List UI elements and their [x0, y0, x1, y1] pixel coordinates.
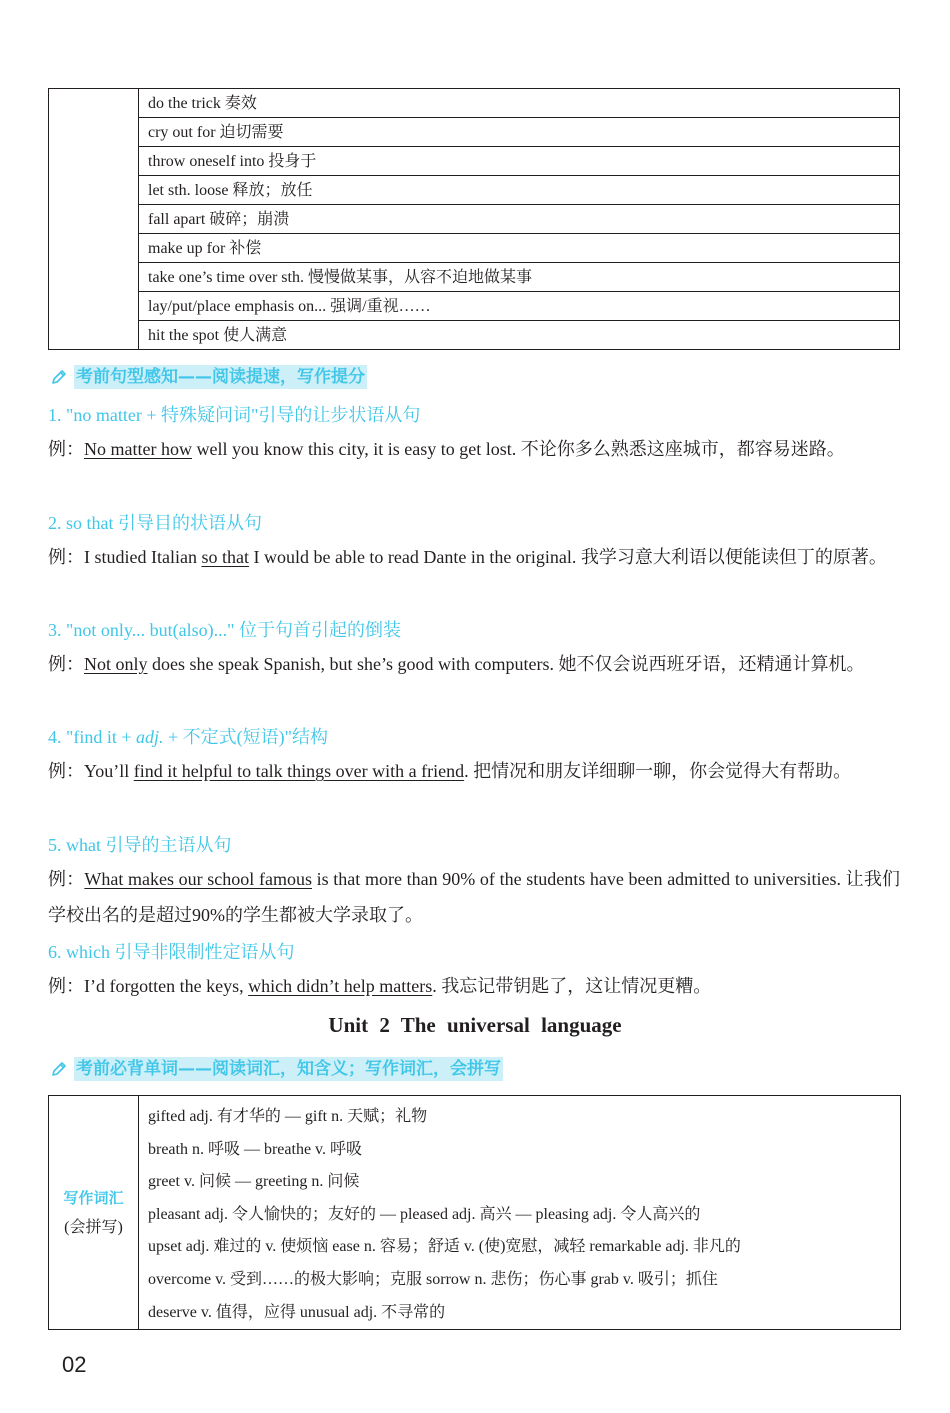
vocab-section-heading [50, 1057, 503, 1081]
example-prefix: 例： [48, 976, 84, 996]
example-text: is that more than 90% of the students have been admitted to universities. 让我们学校出名的是超过90%的学生都被大学录取了。 [48, 869, 900, 925]
pattern-title: 2. so that 引导目的状语从句 [48, 513, 262, 533]
example-prefix: 例： [48, 439, 84, 459]
vocab-label-cell [49, 1096, 139, 1329]
pattern-title: 1. "no matter + 特殊疑问词"引导的让步状语从句 [48, 405, 421, 425]
vocab-line: deserve v. 值得，应得 unusual adj. 不寻常的 [148, 1303, 446, 1321]
phrase-rows [139, 89, 899, 349]
pattern-example [48, 539, 900, 575]
phrase-row: let sth. loose 释放；放任 [139, 176, 899, 205]
pattern-title-part: 4. "find it + [48, 727, 136, 747]
vocab-line: pleasant adj. 令人愉快的；友好的 — pleased adj. 高兴 — pleasing adj. 令人高兴的 [148, 1205, 701, 1223]
pencil-icon [50, 1060, 68, 1078]
vocab-lines [139, 1096, 900, 1329]
pattern-example [48, 968, 900, 1004]
example-text-before: You’ll [84, 761, 134, 781]
example-prefix: 例： [48, 654, 84, 674]
pencil-icon [50, 368, 68, 386]
example-highlight: which didn’t help matters [248, 976, 433, 996]
vocab-section-title: 考前必背单词——阅读词汇，知含义；写作词汇，会拼写 [76, 1059, 501, 1079]
example-prefix: 例： [48, 547, 84, 567]
pattern-title-part: + 不定式(短语)"结构 [163, 727, 329, 747]
pattern-example [48, 431, 900, 467]
example-text: . 把情况和朋友详细聊一聊，你会觉得大有帮助。 [464, 761, 852, 781]
page-number: 02 [62, 1352, 87, 1377]
pattern-title: 6. which 引导非限制性定语从句 [48, 942, 295, 962]
phrase-row: lay/put/place emphasis on... 强调/重视…… [139, 292, 899, 321]
example-highlight: so that [201, 547, 249, 567]
phrase-row: make up for 补偿 [139, 234, 899, 263]
vocab-label-main: 写作词汇 [63, 1188, 124, 1207]
example-prefix: 例： [48, 869, 85, 889]
example-highlight: No matter how [84, 439, 192, 459]
phrase-row: do the trick 奏效 [139, 89, 899, 118]
example-text: . 我忘记带钥匙了，这让情况更糟。 [432, 976, 712, 996]
pattern-title: 3. "not only... but(also)..." 位于句首引起的倒装 [48, 620, 402, 640]
vocab-label-sub: (会拼写) [64, 1218, 123, 1236]
patterns-section-title: 考前句型感知——阅读提速，写作提分 [76, 367, 365, 387]
example-text: does she speak Spanish, but she’s good with computers. 她不仅会说西班牙语，还精通计算机。 [147, 654, 865, 674]
phrase-table-label-cell [49, 89, 139, 349]
vocab-line: gifted adj. 有才华的 — gift n. 天赋；礼物 [148, 1108, 428, 1125]
phrase-row: throw oneself into 投身于 [139, 147, 899, 176]
example-highlight: What makes our school famous [84, 869, 312, 889]
phrase-row: cry out for 迫切需要 [139, 118, 899, 147]
example-highlight: find it helpful to talk things over with a friend [133, 761, 465, 781]
example-text-before: I’d forgotten the keys, [84, 976, 249, 996]
phrase-row: fall apart 破碎；崩溃 [139, 205, 899, 234]
vocab-line: upset adj. 难过的 v. 使烦恼 ease n. 容易；舒适 v. (使)宽慰，减轻 remarkable adj. 非凡的 [148, 1238, 741, 1256]
pattern-example [48, 861, 900, 933]
vocab-table [48, 1095, 901, 1330]
pattern-title: 5. what 引导的主语从句 [48, 835, 232, 855]
vocab-line: breath n. 呼吸 — breathe v. 呼吸 [148, 1140, 363, 1158]
phrase-row: hit the spot 使人满意 [148, 327, 288, 344]
pattern-title-italic: adj. [136, 727, 164, 747]
example-prefix: 例： [48, 761, 84, 781]
phrase-table [48, 88, 900, 350]
vocab-line: greet v. 问候 — greeting n. 问候 [148, 1173, 360, 1191]
example-text: well you know this city, it is easy to get lost. 不论你多么熟悉这座城市，都容易迷路。 [191, 439, 845, 459]
example-highlight: Not only [84, 654, 148, 674]
vocab-line: overcome v. 受到……的极大影响；克服 sorrow n. 悲伤；伤心事 grab v. 吸引；抓住 [148, 1270, 718, 1288]
pattern-title [48, 723, 328, 749]
patterns-section-heading [50, 365, 367, 389]
example-text: I would be able to read Dante in the original. 我学习意大利语以便能读但丁的原著。 [248, 547, 887, 567]
unit-title: Unit 2 The universal language [328, 1013, 622, 1037]
phrase-row: take one’s time over sth. 慢慢做某事，从容不迫地做某事 [139, 263, 899, 292]
pattern-example [48, 646, 900, 682]
pattern-example [48, 753, 900, 789]
example-text-before: I studied Italian [84, 547, 202, 567]
